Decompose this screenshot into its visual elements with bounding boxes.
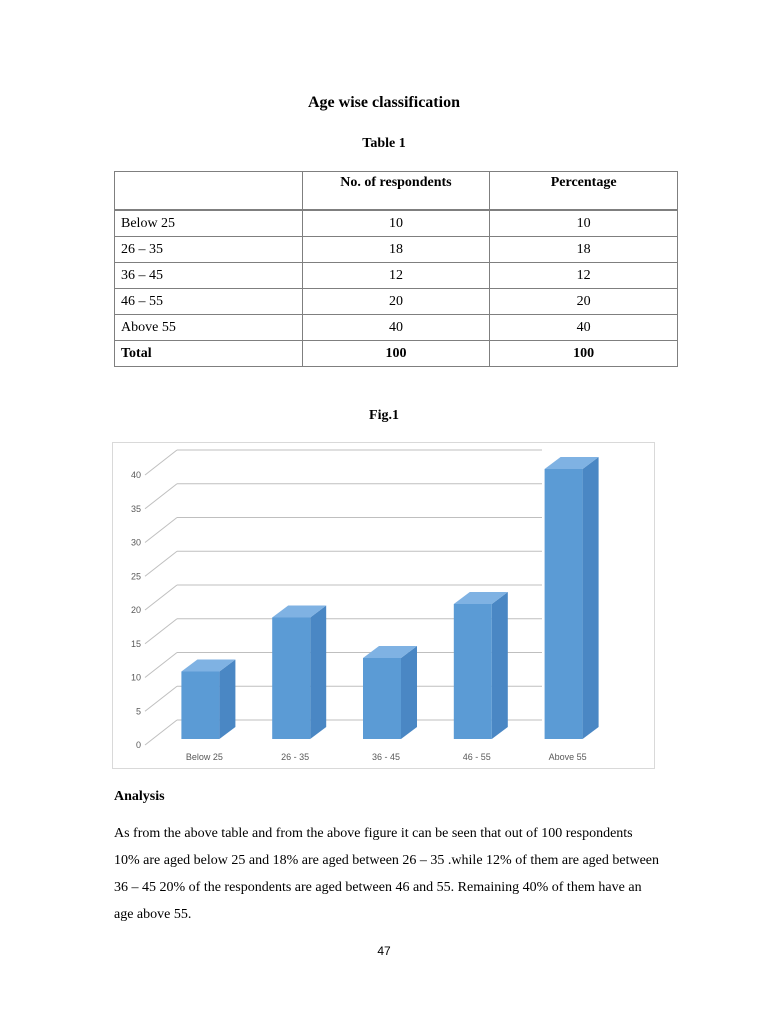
table-cell: Total bbox=[115, 341, 303, 367]
y-tick-label: 30 bbox=[130, 537, 141, 548]
bar bbox=[181, 672, 219, 740]
gridline-depth bbox=[145, 551, 177, 576]
table-cell: 36 – 45 bbox=[115, 263, 303, 289]
table-cell: 100 bbox=[302, 341, 490, 367]
bar-side bbox=[492, 592, 508, 739]
table-cell: 10 bbox=[490, 210, 678, 237]
page-number: 47 bbox=[377, 944, 391, 958]
gridline-depth bbox=[145, 484, 177, 509]
x-tick-label: 36 - 45 bbox=[371, 752, 401, 762]
table-cell: Below 25 bbox=[115, 210, 303, 237]
document-title: Age wise classification bbox=[308, 94, 460, 111]
table-cell: 100 bbox=[490, 341, 678, 367]
x-tick-label: Below 25 bbox=[185, 752, 223, 762]
analysis-heading: Analysis bbox=[114, 789, 165, 804]
y-tick-label: 5 bbox=[135, 706, 141, 717]
table-cell: 40 bbox=[302, 315, 490, 341]
x-tick-label: 26 - 35 bbox=[281, 752, 310, 762]
table-header-row bbox=[115, 172, 678, 211]
y-tick-label: 35 bbox=[130, 503, 141, 514]
table-cell: 20 bbox=[302, 289, 490, 315]
bar bbox=[545, 469, 583, 739]
table-cell: 12 bbox=[490, 263, 678, 289]
figure-caption: Fig.1 bbox=[369, 408, 399, 423]
bar-side bbox=[583, 457, 599, 739]
y-tick-label: 20 bbox=[130, 605, 141, 615]
table-caption: Table 1 bbox=[362, 136, 406, 151]
table-row bbox=[115, 237, 678, 263]
table-cell: 18 bbox=[302, 237, 490, 263]
bar-chart bbox=[112, 442, 655, 769]
bar-chart-svg bbox=[113, 443, 654, 768]
gridline-depth bbox=[145, 619, 177, 644]
bar-side bbox=[401, 646, 417, 739]
table-cell: 10 bbox=[302, 210, 490, 237]
table-cell: 46 – 55 bbox=[115, 289, 303, 315]
gridline-depth bbox=[145, 720, 177, 745]
analysis-paragraph: As from the above table and from the above figure it can be seen that out of 100 respondents 10% are aged below 25 and 18% are aged between 26 – 35 .while 12% of them are aged between 36 – 45 20% of the respondents are aged between 46 and 55. Remaining 40% of them have an age above 55. bbox=[114, 826, 660, 922]
gridline-depth bbox=[145, 518, 177, 543]
gridline-depth bbox=[145, 585, 177, 610]
gridline-depth bbox=[145, 686, 177, 711]
y-tick-label: 15 bbox=[130, 638, 141, 649]
table-header-cell bbox=[115, 172, 303, 211]
table-cell: 40 bbox=[490, 315, 678, 341]
table-row bbox=[115, 263, 678, 289]
table-cell: Above 55 bbox=[115, 315, 303, 341]
y-tick-label: 0 bbox=[135, 740, 141, 750]
bar-side bbox=[219, 660, 235, 740]
table-header-cell: Percentage bbox=[490, 172, 678, 211]
y-tick-label: 10 bbox=[130, 672, 141, 683]
x-tick-label: Above 55 bbox=[548, 752, 587, 762]
table-cell: 12 bbox=[302, 263, 490, 289]
bar bbox=[363, 658, 401, 739]
table-cell: 18 bbox=[490, 237, 678, 263]
table-cell: 26 – 35 bbox=[115, 237, 303, 263]
gridline-depth bbox=[145, 450, 177, 475]
table-cell: 20 bbox=[490, 289, 678, 315]
table-row bbox=[115, 315, 678, 341]
table-row bbox=[115, 210, 678, 237]
table-total-row bbox=[115, 341, 678, 367]
age-table bbox=[114, 171, 678, 367]
x-tick-label: 46 - 55 bbox=[462, 752, 491, 762]
bar-side bbox=[310, 606, 326, 740]
gridline-depth bbox=[145, 653, 177, 678]
y-tick-label: 40 bbox=[130, 470, 141, 480]
table-header-cell: No. of respondents bbox=[302, 172, 490, 211]
bar bbox=[272, 618, 310, 740]
y-tick-label: 25 bbox=[130, 571, 141, 582]
bar bbox=[454, 604, 492, 739]
table-row bbox=[115, 289, 678, 315]
